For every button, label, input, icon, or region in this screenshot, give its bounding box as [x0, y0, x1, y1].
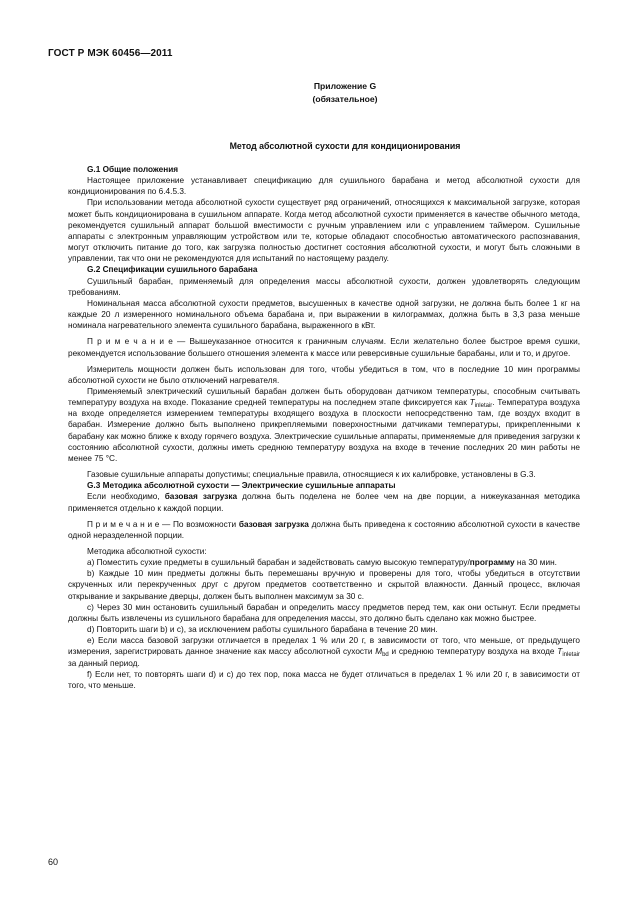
- text-run: должна быть поделена не более чем на две порции, а нижеуказанная методика применяется отдельно к каждой порции.: [68, 492, 581, 513]
- text-run: должна быть приведена к состоянию абсолютной сухости в качестве одной неразделенной порции.: [68, 519, 580, 540]
- step-c: с) Через 30 мин остановить сушильный барабан и определить массу предметов перед тем, как они остынут. Если предметы должны быть извлечены из сушильного барабана для определения массы, это должно быть сделано как можно быстрее.: [68, 602, 580, 623]
- standard-header: ГОСТ Р МЭК 60456—2011: [48, 48, 173, 59]
- paragraph: [68, 386, 580, 464]
- step-a: [68, 557, 580, 568]
- term-program: программу: [469, 558, 515, 568]
- term-base-load: базовая загрузка: [238, 519, 309, 529]
- annex-heading: [0, 80, 630, 106]
- page-number: 60: [48, 857, 59, 867]
- symbol-t: T: [557, 647, 563, 657]
- note: [68, 336, 580, 358]
- term-base-load: базовая загрузка: [164, 492, 238, 502]
- text-run: Если необходимо,: [87, 492, 165, 502]
- step-b: b) Каждые 10 мин предметы должны быть перемешаны вручную и проверены для того, чтобы убедиться в отсутствии скрученных или перекрученных друг с другом предметов соответственно и скрытой влажности. Данный процесс, включая открывание и закрывание дверцы, должен быть выполнен максимум за 30 с.: [68, 569, 580, 601]
- text-run: а) Поместить сухие предметы в сушильный барабан и задействовать самую высокую температуру/: [87, 558, 470, 568]
- paragraph: При использовании метода абсолютной сухости существует ряд ограничений, относящихся к максимальной загрузке, которая может быть кондиционирована в сушильном аппарате. Когда метод абсолютной сухости применяется в качестве обычного метода, рекомендуется сушильный аппарат большой вместимости с ручным управлением или с управлением таймером. Сушильные аппараты с электронным управляющим устройством или те, которые обладают способностью автоматического распознавания, могут отключить питание до того, как загрузка полностью достигнет состояния абсолютной сухости, и могут быть сложными в управлении, так что они не рекомендуются для испытаний по настоящему разделу.: [68, 198, 580, 264]
- document-title: Метод абсолютной сухости для кондиционирования: [229, 141, 461, 151]
- text-run: е) Если масса базовой загрузки отличается в пределах 1 % или 20 г, в зависимости от того, что меньше, от предыдущего измерения, зарегистрировать данное значение как массу абсолютной сухости: [68, 636, 580, 657]
- paragraph: Настоящее приложение устанавливает спецификацию для сушильного барабана и метод абсолютной сухости для кондиционирования по 6.4.5.3.: [68, 176, 580, 197]
- document-body: [68, 164, 580, 691]
- paragraph: Сушильный барабан, применяемый для определения массы абсолютной сухости, должен удовлетворять следующим требованиям.: [68, 276, 580, 297]
- paragraph: [68, 491, 580, 513]
- paragraph: Номинальная масса абсолютной сухости предметов, высушенных в качестве одной загрузки, не должна быть более 1 кг на каждые 20 л измеренного номинального объема барабана и, при выражении в килограммах, должна быть в 3,3 раза меньше номинала нагревательного элемента сушильного барабана, выраженного в кВт.: [68, 298, 580, 331]
- text-run: и среднюю температуру воздуха на входе: [388, 647, 558, 657]
- paragraph: Газовые сушильные аппараты допустимы; специальные правила, относящиеся к их калибровке, установлены в G.3.: [87, 470, 536, 480]
- symbol-m-subscript: bd: [382, 652, 389, 659]
- text-run: Применяемый электрический сушильный барабан должен быть оборудован датчиком температуры, способным считывать температуру воздуха на входе. Показание средней температуры на последнем этапе фиксируется как: [68, 386, 580, 408]
- note-label: П р и м е ч а н и е: [87, 519, 160, 529]
- annex-title: Приложение G: [313, 81, 377, 91]
- text-run: . Температура воздуха на входе определяется измерением температуры входящего воздуха в плоскости непосредственно там, где воздух входит в барабан. Измерение должно быть выполнено прикрепляемыми поверхностными датчиками температуры, прикрепленными к барабану как можно ближе к входу горячего воздуха. Электрические сушильные аппараты, применяемые для приведения загрузки к состоянию абсолютной сухости, должны иметь среднюю температуру воздуха на входе в течение последних 20 мин работы не менее 75 °С.: [68, 398, 580, 463]
- note: [68, 519, 580, 541]
- annex-status: (обязательное): [312, 94, 378, 104]
- symbol-t-subscript: inletair: [562, 652, 580, 659]
- step-d: d) Повторить шаги b) и с), за исключением работы сушильного барабана в течение 20 мин.: [87, 625, 438, 635]
- symbol-t-subscript: inletair: [474, 403, 493, 410]
- section-g2-heading: G.2 Спецификации сушильного барабана: [87, 265, 258, 275]
- symbol-t: T: [469, 398, 475, 408]
- section-g1-heading: G.1 Общие положения: [87, 165, 179, 174]
- symbol-m: M: [375, 647, 383, 657]
- text-run: — По возможности: [159, 519, 239, 529]
- step-f: f) Если нет, то повторять шаги d) и с) до тех пор, пока масса не будет отличаться в пределах 1 % или 20 г, в зависимости от того, что меньше.: [68, 669, 580, 690]
- method-intro: Методика абсолютной сухости:: [87, 547, 207, 556]
- paragraph: Измеритель мощности должен быть использован для того, чтобы убедиться в том, что в последние 10 мин программы абсолютной сухости не было отключений нагревателя.: [68, 364, 580, 385]
- note-text: — Вышеуказанное относится к граничным случаям. Если желательно более быстрое время сушки, рекомендуется использование большего отношения элемента к массе или реверсивные сушильные барабаны, или и то, и другое.: [68, 337, 580, 358]
- step-e: [68, 635, 580, 668]
- text-run: за данный период.: [68, 658, 140, 668]
- section-g3-heading: G.3 Методика абсолютной сухости — Электрические сушильные аппараты: [87, 481, 396, 491]
- text-run: на 30 мин.: [514, 558, 557, 568]
- note-label: П р и м е ч а н и е: [87, 337, 173, 347]
